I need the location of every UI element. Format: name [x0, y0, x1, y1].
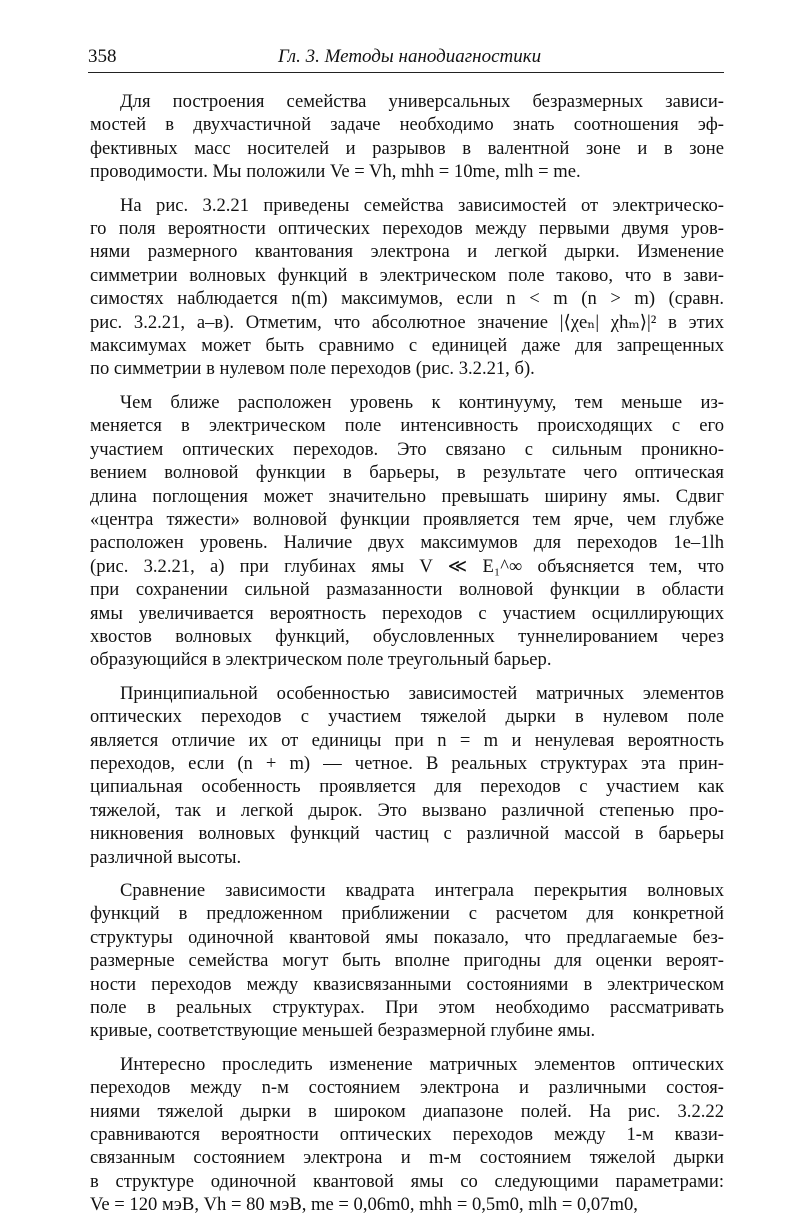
body-text	[90, 90, 724, 1227]
text-line: оптических переходов с участием тяжелой дырки в нулевом поле	[90, 706, 724, 728]
paragraph	[90, 682, 724, 869]
text-line: максимумах может быть сравнимо с единицей даже для запрещенных	[90, 335, 724, 357]
text-line: ципиальная особенность проявляется для переходов с участием как	[90, 776, 724, 798]
text-line: переходов, если (n + m) — четное. В реальных структурах эта прин-	[90, 752, 724, 774]
text-line: структуры одиночной квантовой ямы показало, что предлагаемые без-	[90, 926, 724, 948]
text-line: симметрии волновых функций в электрическом поле таково, что в зави-	[90, 264, 724, 286]
running-title: Гл. 3. Методы нанодиагностики	[278, 46, 542, 67]
text-line: хвостов волновых функций, обусловленных туннелированием через	[90, 625, 724, 647]
text-line: проводимости. Мы положили Ve = Vh, mhh = 10me, mlh = me.	[90, 161, 581, 183]
text-line: фективных масс носителей и разрывов в валентной зоне и в зоне	[90, 137, 724, 159]
text-line: меняется в электрическом поле интенсивность происходящих с его	[90, 415, 724, 437]
page-number: 358	[88, 46, 117, 67]
text-line: длина поглощения может значительно превышать ширину ямы. Сдвиг	[90, 485, 724, 507]
text-line: нями размерного квантования электрона и легкой дырки. Изменение	[90, 241, 724, 263]
text-line: Чем ближе расположен уровень к континууму, тем меньше из-	[120, 391, 724, 413]
text-line: различной высоты.	[90, 846, 242, 868]
text-line: в структуре одиночной квантовой ямы со следующими параметрами:	[90, 1170, 724, 1192]
text-line: Сравнение зависимости квадрата интеграла перекрытия волновых	[120, 880, 724, 901]
page-header	[88, 44, 724, 73]
text-line: никновения волновых функций частиц с различной массой в барьеры	[90, 823, 724, 845]
text-line: сравниваются вероятности оптических переходов между 1-м квази-	[90, 1124, 724, 1146]
paragraph	[90, 1053, 724, 1217]
text-line: является отличие их от единицы при n = m и ненулевая вероятность	[90, 729, 724, 751]
text-line: связанным состоянием электрона и m-м состоянием тяжелой дырки	[90, 1147, 724, 1169]
text-line: расположен уровень. Наличие двух максимумов для переходов 1e–1lh	[90, 532, 724, 554]
text-line: поле в реальных структурах. При этом необходимо рассматривать	[90, 997, 724, 1019]
text-line: тяжелой, так и легкой дырок. Это вызвано различной степенью про-	[90, 799, 724, 821]
text-line: Принципиальной особенностью зависимостей матричных элементов	[120, 682, 724, 704]
text-line: симостях наблюдается n(m) максимумов, если n < m (n > m) (сравн.	[90, 288, 724, 310]
paragraph	[90, 391, 724, 672]
text-line: Интересно проследить изменение матричных элементов оптических	[120, 1053, 724, 1075]
text-line: Ve = 120 мэВ, Vh = 80 мэВ, me = 0,06m0, mhh = 0,5m0, mlh = 0,07m0,	[90, 1194, 638, 1216]
text-line: образующийся в электрическом поле треугольный барьер.	[90, 649, 552, 671]
text-line: ниями тяжелой дырки в широком диапазоне полей. На рис. 3.2.22	[90, 1100, 724, 1122]
text-line: переходов между n-м состоянием электрона и различными состоя-	[90, 1077, 724, 1099]
text-line: по симметрии в нулевом поле переходов (рис. 3.2.21, б).	[90, 358, 535, 380]
text-line: «центра тяжести» волновой функции проявляется тем ярче, чем глубже	[90, 508, 724, 530]
text-line: функций в предложенном приближении с расчетом для конкретной	[90, 903, 724, 925]
text-line: рис. 3.2.21, а–в). Отметим, что абсолютное значение |⟨χeₙ| χhₘ⟩|² в этих	[90, 311, 724, 333]
text-line: мостей в двухчастичной задаче необходимо знать соотношения эф-	[90, 114, 724, 136]
text-line: вением волновой функции в барьеры, в результате чего оптическая	[90, 462, 724, 484]
text-line: го поля вероятности оптических переходов между первыми двумя уров-	[90, 218, 724, 240]
text-line: (рис. 3.2.21, а) при глубинах ямы V ≪ E₁^∞ объясняется тем, что	[90, 555, 724, 577]
text-line: участием оптических переходов. Это связано с сильным проникно-	[90, 438, 724, 460]
text-line: ямы увеличивается вероятность переходов с участием осциллирующих	[90, 602, 724, 624]
paragraph	[90, 194, 724, 381]
paragraph	[90, 879, 724, 1043]
text-line: ности переходов между квазисвязанными состояниями в электрическом	[90, 973, 724, 995]
paragraph	[90, 90, 724, 184]
text-line: кривые, соответствующие меньшей безразмерной глубине ямы.	[90, 1020, 596, 1042]
text-line: На рис. 3.2.21 приведены семейства зависимостей от электрическо-	[120, 194, 724, 216]
text-line: Для построения семейства универсальных безразмерных зависи-	[120, 91, 724, 112]
text-line: размерные семейства могут быть вполне пригодны для оценки вероят-	[90, 950, 724, 972]
text-line: при сохранении сильной размазанности волновой функции в области	[90, 579, 724, 601]
